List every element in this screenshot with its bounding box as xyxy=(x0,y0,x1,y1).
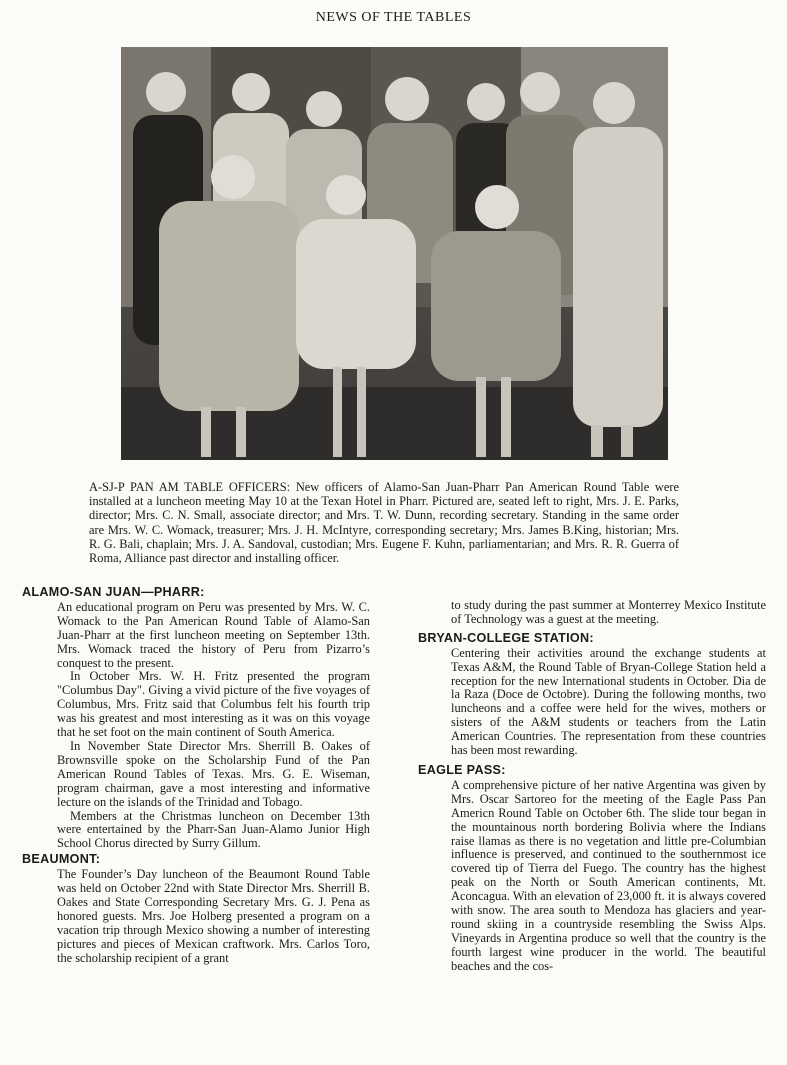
beaumont-continuation: to study during the past summer at Monterrey Mexico Institute of Technology was a guest at the meeting. xyxy=(451,598,766,626)
eagle-pass-paragraph: A comprehensive picture of her native Argentina was given by Mrs. Oscar Sartoreo for the meeting of the Eagle Pass Pan Americn Round Table on October 6th. The slide tour began in the mountainous north bordering Bolivia where the Indians raise llamas as there is no vegetation and little pre-Columbian influence is preserved, and continued to the southernmost ice covered tip of Tierra del Fuego. The country has the highest peak on the North or South American continents, Mt. Aconcagua. With an elevation of 23,000 ft. it is always covered with snow. The area south to Mendoza has glaciers and year-round skiing in a countryside resembling the Swiss Alps. Vineyards in Argentina produce so well that the country is the fourth largest wine producer in the world. The beautiful beaches and the cos- xyxy=(451,777,766,973)
group-photo xyxy=(121,47,668,460)
photo-caption: A-SJ-P PAN AM TABLE OFFICERS: New officers of Alamo-San Juan-Pharr Pan American Round Table were installed at a luncheon meeting May 10 at the Texan Hotel in Pharr. Pictured are, seated left to right, Mrs. J. E. Parks, director; Mrs. C. N. Small, associate director; and Mrs. T. W. Dunn, recording secretary. Standing in the same order are Mrs. W. C. Womack, treasurer; Mrs. J. H. McIntyre, corresponding secretary; Mrs. James B.King, historian; Mrs. R. G. Bali, chaplain; Mrs. J. A. Sandoval, custodian; Mrs. Eugene F. Kuhn, parliamentarian; and Mrs. R. R. Guerra of Roma, Alliance past director and installing officer. xyxy=(89,480,679,566)
page-title: NEWS OF THE TABLES xyxy=(315,10,472,25)
section-heading-eagle-pass: EAGLE PASS: xyxy=(418,762,506,777)
alamo-paragraph-3: In November State Director Mrs. Sherrill B. Oakes of Brownsville spoke on the Scholarship Fund of the Pan American Round Tables of Texas. Mrs. G. E. Wiseman, program chairman, gave a most interesting and informative lecture on the islands of the Trinidad and Tobago. xyxy=(57,738,370,809)
right-column xyxy=(418,599,766,974)
alamo-paragraph-1: An educational program on Peru was presented by Mrs. W. C. Womack to the Pan American Round Table of Alamo-San Juan-Pharr at the first luncheon meeting on September 13th. Mrs. Womack traced the history of Peru from Pizarro’s conquest to the present. xyxy=(57,599,370,670)
bryan-paragraph: Centering their activities around the exchange students at Texas A&M, the Round Table of Bryan-College Station held a reception for the new International students in October. Dia de la Raza (Doce de Octobre). During the following months, two luncheons and a coffee were held for the wives, mothers or sisters of the A&M students or teachers from the Latin American Countries. The representation from these countries has been most rewarding. xyxy=(451,645,766,758)
section-heading-alamo: ALAMO-SAN JUAN—PHARR: xyxy=(22,585,205,599)
section-heading-bryan: BRYAN-COLLEGE STATION: xyxy=(418,630,594,645)
alamo-paragraph-2: In October Mrs. W. H. Fritz presented the program "Columbus Day". Giving a vivid picture of the five voyages of Columbus, Mrs. Fritz said that Columbus felt his fourth trip was his greatest and most interesting as it was on this voyage that he set foot on the main continent of South America. xyxy=(57,669,370,740)
group-photo-illustration xyxy=(121,47,668,460)
left-column xyxy=(22,584,370,965)
alamo-paragraph-4: Members at the Christmas luncheon on December 13th were entertained by the Pharr-San Juan-Alamo Junior High School Chorus directed by Surry Gillum. xyxy=(57,808,370,851)
beaumont-paragraph: The Founder’s Day luncheon of the Beaumont Round Table was held on October 22nd with State Director Mrs. Sherrill B. Oakes and State Corresponding Secretary Mrs. G. J. Pena as honored guests. Mrs. Joe Holberg presented a program on a vacation trip through Mexico showing a number of interesting pictures and pieces of Mexican craftwork. Mrs. Carlos Toro, the scholarship recipient of a grant xyxy=(57,867,370,965)
section-heading-beaumont: BEAUMONT: xyxy=(22,852,101,867)
